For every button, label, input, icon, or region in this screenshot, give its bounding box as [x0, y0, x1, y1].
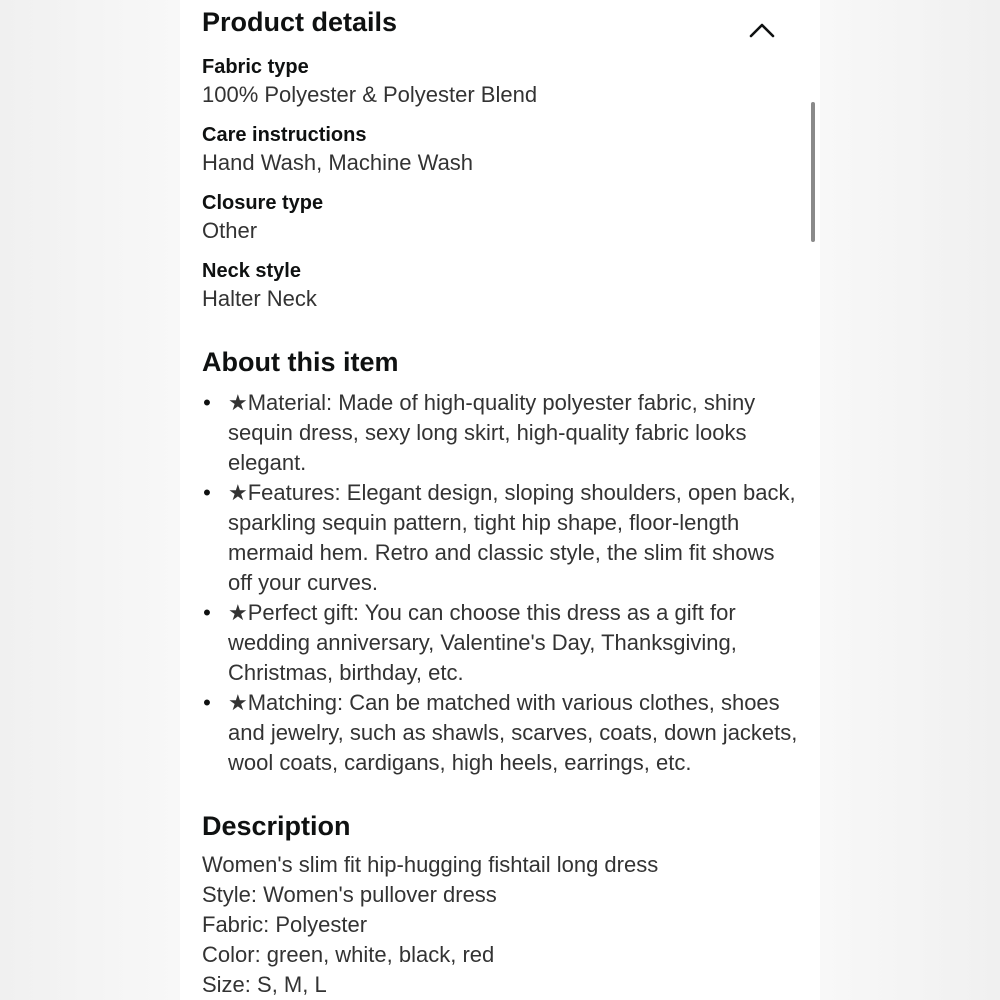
detail-label: Closure type	[202, 192, 324, 214]
detail-value: Hand Wash, Machine Wash	[202, 150, 474, 175]
detail-label: Care instructions	[202, 124, 367, 146]
bullet-dot: •	[203, 480, 211, 505]
detail-value: 100% Polyester & Polyester Blend	[202, 82, 538, 107]
detail-label: Fabric type	[202, 56, 309, 78]
detail-value: Other	[202, 218, 258, 243]
bullet-item	[203, 688, 802, 778]
product-info-content	[202, 4, 802, 1000]
detail-care-instructions	[202, 122, 802, 178]
detail-closure-type	[202, 190, 802, 246]
bullet-text: ★Matching: Can be matched with various clothes, shoes and jewelry, such as shawls, scarves, coats, down jackets, wool coats, cardigans, high heels, earrings, etc.	[228, 690, 798, 775]
bullet-text: ★Perfect gift: You can choose this dress as a gift for wedding anniversary, Valentine's Day, Thanksgiving, Christmas, birthday, etc.	[228, 600, 737, 685]
description-line: Fabric: Polyester	[202, 912, 368, 937]
bullet-text: ★Material: Made of high-quality polyester fabric, shiny sequin dress, sexy long skirt, high-quality fabric looks elegant.	[228, 390, 756, 475]
detail-label: Neck style	[202, 260, 301, 282]
description-title: Description	[202, 811, 351, 841]
bullet-dot: •	[203, 390, 211, 415]
bullet-dot: •	[203, 690, 211, 715]
detail-value: Halter Neck	[202, 286, 317, 311]
collapse-button[interactable]	[742, 10, 782, 50]
description-line: Size: S, M, L	[202, 972, 327, 997]
description-lines	[202, 850, 802, 1000]
chevron-up-icon	[749, 22, 775, 38]
detail-fabric-type	[202, 54, 802, 110]
about-this-item-title: About this item	[202, 347, 399, 377]
product-details-list	[202, 54, 802, 314]
bullet-item	[203, 478, 802, 598]
description-line: Color: green, white, black, red	[202, 942, 495, 967]
about-this-item-section	[202, 344, 802, 778]
description-line: Women's slim fit hip-hugging fishtail long dress	[202, 852, 659, 877]
scrollbar-thumb[interactable]	[811, 102, 815, 242]
product-details-title: Product details	[202, 7, 398, 37]
product-info-panel	[180, 0, 820, 1000]
detail-neck-style	[202, 258, 802, 314]
description-section	[202, 808, 802, 1000]
product-details-header[interactable]	[202, 4, 802, 40]
bullet-text: ★Features: Elegant design, sloping shoulders, open back, sparkling sequin pattern, tight hip shape, floor-length mermaid hem. Retro and classic style, the slim fit shows off your curves.	[228, 480, 796, 595]
about-bullet-list	[202, 388, 802, 778]
bullet-item	[203, 388, 802, 478]
description-line: Style: Women's pullover dress	[202, 882, 497, 907]
bullet-item	[203, 598, 802, 688]
bullet-dot: •	[203, 600, 211, 625]
